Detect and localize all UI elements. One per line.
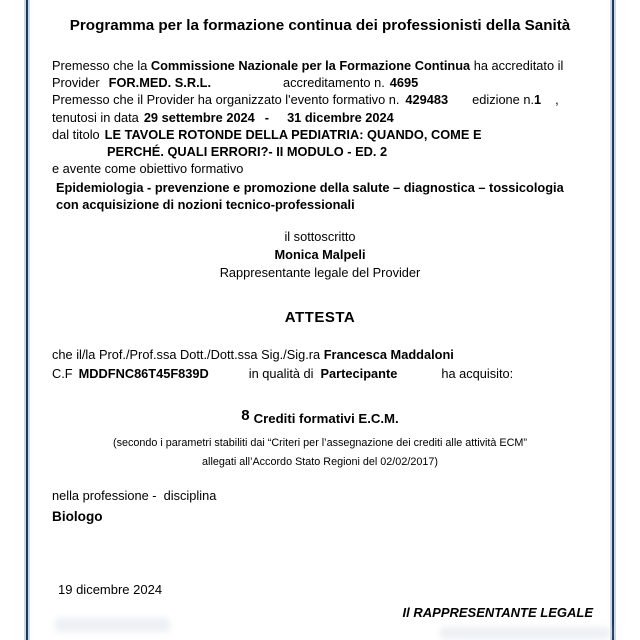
signature-remnant-right (440, 627, 610, 639)
edition-number: 1 (534, 92, 542, 108)
edition-label: edizione n. (472, 92, 535, 108)
profession-block (52, 485, 216, 527)
cf-value: MDDFNC86T45F839D (78, 365, 209, 381)
certificate-title: Programma per la formazione continua dei professionisti della Sanità (69, 17, 571, 34)
commission-name: Commissione Nazionale per la Formazione Continua (150, 58, 471, 73)
premise1-pre: Premesso che la (52, 58, 151, 73)
event-title-text-1: LE TAVOLE ROTONDE DELLA PEDIATRIA: QUANDO, COME E (104, 126, 482, 142)
dates-dash: - (264, 109, 270, 125)
quality-label: in qualità di (248, 365, 314, 381)
credits-notes (0, 434, 640, 471)
premise1-post: ha accreditato il (470, 58, 564, 73)
issue-date: 19 dicembre 2024 (58, 582, 163, 597)
attendee-pre: che il/la Prof./Prof.ssa Dott./Dott.ssa Sig./Sig.ra (52, 347, 324, 362)
event-number: 429483 (405, 92, 449, 108)
attendee-name: Francesca Maddaloni (323, 347, 454, 362)
quality-value: Partecipante (320, 365, 398, 381)
edition-comma: , (555, 92, 559, 108)
credits-note-1: (secondo i parametri stabiliti dai “Criteri per l’assegnazione dei crediti alle attività ECM” (112, 437, 528, 449)
provider-line (52, 74, 604, 91)
cf-line (52, 365, 604, 384)
credits-line (0, 407, 640, 427)
dates-label: tenutosi in data (52, 109, 139, 125)
undersigned-block (0, 228, 640, 282)
signature-remnant-left (55, 618, 170, 632)
premise-accreditation-line (52, 57, 604, 74)
accreditation-label: accreditamento n. (283, 75, 385, 91)
certificate-premise-block (52, 57, 604, 214)
undersigned-name: Monica Malpeli (274, 247, 366, 262)
event-title-label: dal titolo (52, 126, 100, 142)
legal-representative-label: Il RAPPRESENTANTE LEGALE (402, 605, 593, 620)
objective-label: e avente come obiettivo formativo (52, 161, 244, 177)
objective-text-2: con acquisizione di nozioni tecnico-professionali (56, 197, 355, 213)
profession-label: nella professione - disciplina (52, 488, 217, 503)
accreditation-number: 4695 (389, 75, 419, 91)
attesta-heading: ATTESTA (284, 309, 356, 326)
profession-value: Biologo (52, 509, 103, 524)
credits-note-2: allegati all’Accordo Stato Regioni del 02/02/2017) (202, 455, 438, 468)
objective-text-1: Epidemiologia - prevenzione e promozione della salute – diagnostica – tossicologia (56, 180, 564, 196)
acquired-label: ha acquisito: (441, 365, 514, 381)
attendee-line (52, 346, 604, 365)
event-start-date: 29 settembre 2024 (143, 109, 255, 125)
attendee-block (52, 346, 604, 383)
premise2-pre: Premesso che il Provider ha organizzato l'evento formativo n. (52, 92, 400, 108)
provider-label: Provider (52, 75, 100, 91)
event-dates-line (52, 109, 604, 126)
event-title-text-2: PERCHÉ. QUALI ERRORI?- II MODULO - ED. 2 (107, 144, 388, 160)
event-end-date: 31 dicembre 2024 (287, 109, 394, 125)
cf-label: C.F (52, 365, 73, 381)
credits-number: 8 (241, 407, 250, 424)
undersigned-role: Rappresentante legale del Provider (219, 265, 421, 280)
provider-name: FOR.MED. S.R.L. (108, 75, 212, 91)
credits-label: Crediti formativi E.C.M. (253, 411, 399, 426)
event-title-line (52, 126, 604, 143)
premise-event-line (52, 91, 604, 108)
undersigned-label: il sottoscritto (284, 229, 356, 244)
